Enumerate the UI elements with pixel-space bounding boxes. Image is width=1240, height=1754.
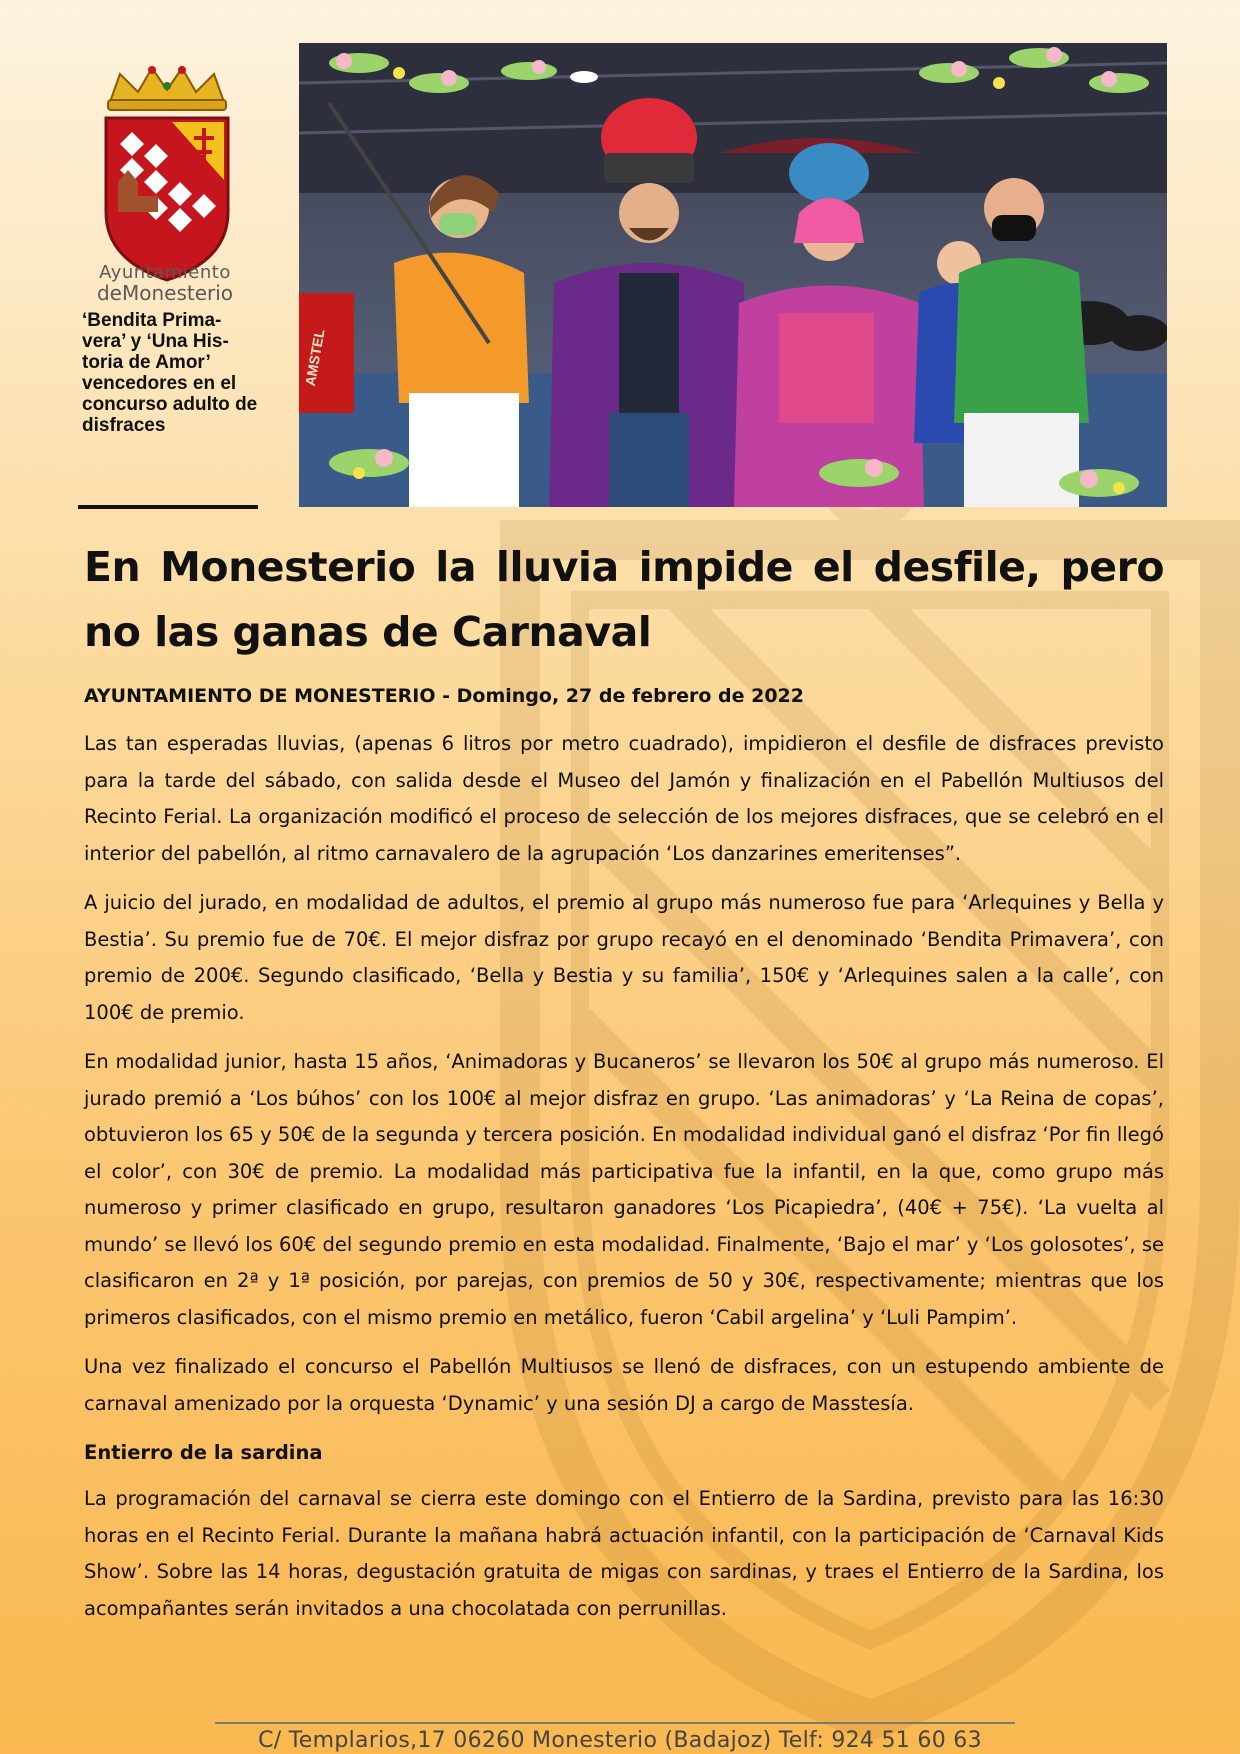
- footer-divider: [215, 1722, 1015, 1724]
- article-paragraph: Las tan esperadas lluvias, (apenas 6 litros por metro cuadrado), impidieron el desfile de disfraces previsto para la tarde del sábado, con salida desde el Museo del Jamón y finalización en el Pabellón Multiusos del Recinto Ferial. La organización modificó el proceso de selección de los mejores disfraces, que se celebró en el interior del pabellón, al ritmo carnavalero de la agrupación ‘Los danzarines emeritenses”.: [84, 732, 1164, 865]
- article-paragraph: En modalidad junior, hasta 15 años, ‘Animadoras y Bucaneros’ se llevaron los 50€ al grupo más numeroso. El jurado premió a ‘Los búhos’ con los 100€ al mejor disfraz en grupo. ‘Las animadoras’ y ‘La Reina de copas’, obtuvieron los 65 y 50€ de la segunda y tercera posición. En modalidad individual ganó el disfraz ‘Por fin llegó el color’, con 30€ de premio. La modalidad más participativa fue la infantil, en la que, como grupo más numeroso y primer clasificado en grupo, resultaron ganadores ‘Los Picapiedra’, (40€ + 75€). ‘La vuelta al mundo’ se llevó los 60€ del segundo premio en esta modalidad. Finalmente, ‘Bajo el mar’ y ‘Los golosotes’, se clasificaron en 2ª y 1ª posición, por parejas, con premios de 50 y 30€, respectivamente; mientras que los primeros clasificados, con el mismo premio en metálico, fueron ‘Cabil argelina’ y ‘Luli Pampim’.: [84, 1050, 1164, 1329]
- logo-wordmark: [90, 262, 240, 305]
- article-title: En Monesterio la lluvia impide el desfile, pero no las ganas de Carnaval: [84, 543, 1164, 656]
- carnival-photo-illustration: [299, 43, 1167, 507]
- carnival-group-photo: [299, 43, 1167, 507]
- sidebar-headline: ‘Bendita Prima-vera’ y ‘Una His-toria de Amor’ vencedores en el concurso adulto de disfraces: [82, 310, 258, 436]
- article-subheading: Entierro de la sardina: [84, 1441, 323, 1464]
- article-byline: AYUNTAMIENTO DE MONESTERIO - Domingo, 27 de febrero de 2022: [84, 685, 804, 707]
- article-closing-paragraph: La programación del carnaval se cierra este domingo con el Entierro de la Sardina, previsto para las 16:30 horas en el Recinto Ferial. Durante la mañana habrá actuación infantil, con la participación de ‘Carnaval Kids Show’. Sobre las 14 horas, degustación gratuita de migas con sardinas, y traes el Entierro de la Sardina, los acompañantes serán invitados a una chocolatada con perrunillas.: [84, 1487, 1164, 1620]
- logo-wordmark-line2: deMonesterio: [96, 281, 234, 305]
- footer-address: C/ Templarios,17 06260 Monesterio (Badajoz) Telf: 924 51 60 63: [258, 1728, 982, 1753]
- article-body: [84, 726, 1164, 1640]
- article-paragraph: A juicio del jurado, en modalidad de adultos, el premio al grupo más numeroso fue para ‘Arlequines y Bella y Bestia’. Su premio fue de 70€. El mejor disfraz por grupo recayó en el denominado ‘Bendita Primavera’, con premio de 200€. Segundo clasificado, ‘Bella y Bestia y su familia’, 150€ y ‘Arlequines salen a la calle’, con 100€ de premio.: [84, 891, 1164, 1024]
- sidebar-divider: [78, 505, 258, 509]
- article-paragraph: Una vez finalizado el concurso el Pabellón Multiusos se llenó de disfraces, con un estupendo ambiente de carnaval amenizado por la orquesta ‘Dynamic’ y una sesión DJ a cargo de Masstesía.: [84, 1355, 1164, 1415]
- amstel-sign: AMSTEL: [301, 327, 328, 388]
- logo-wordmark-line1: Ayuntamiento: [99, 262, 231, 283]
